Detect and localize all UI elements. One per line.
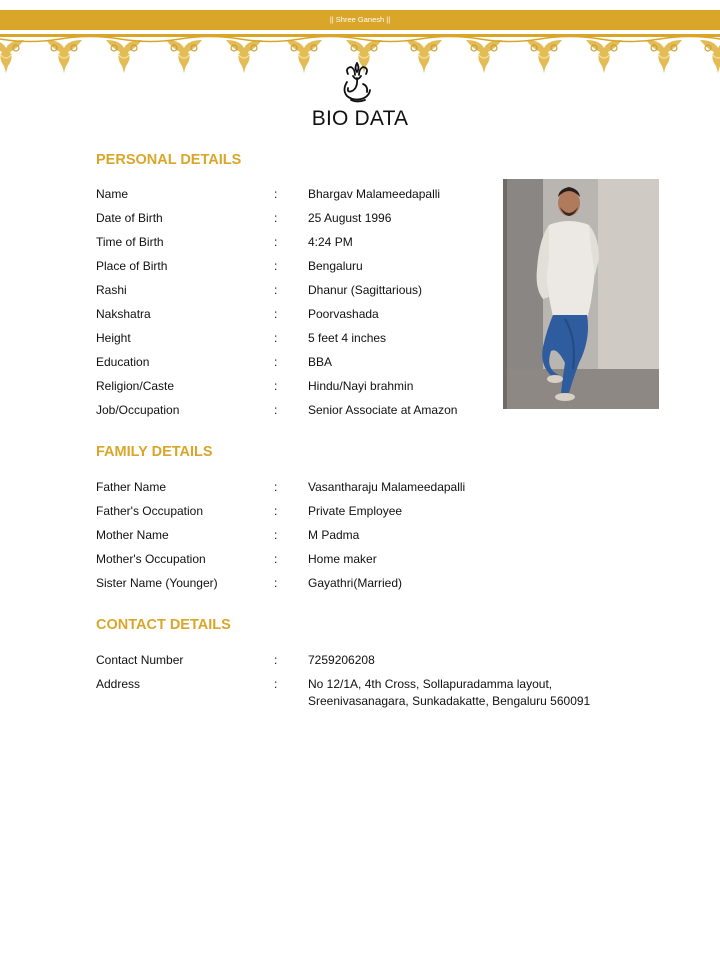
detail-value: 7259206208 [308, 653, 375, 667]
detail-value: Dhanur (Sagittarious) [308, 283, 423, 297]
page-title: BIO DATA [311, 107, 409, 130]
detail-separator: : [274, 379, 278, 393]
detail-separator: : [274, 355, 278, 369]
detail-value: Poorvashada [308, 307, 379, 321]
detail-value: Hindu/Nayi brahmin [308, 379, 414, 393]
detail-label: Religion/Caste [96, 379, 175, 393]
detail-label: Rashi [96, 283, 127, 297]
profile-photo [503, 179, 659, 409]
header-band [0, 10, 720, 30]
section-title-family: FAMILY DETAILS [96, 444, 213, 460]
detail-value: Bengaluru [308, 259, 363, 273]
detail-value: Senior Associate at Amazon [308, 403, 458, 417]
detail-value: Private Employee [308, 504, 403, 518]
detail-label: Father's Occupation [96, 504, 204, 518]
detail-separator: : [274, 283, 278, 297]
detail-value: 5 feet 4 inches [308, 331, 387, 345]
detail-separator: : [274, 480, 278, 494]
detail-separator: : [274, 677, 278, 691]
detail-separator: : [274, 504, 278, 518]
detail-label: Name [96, 187, 129, 201]
detail-label: Time of Birth [96, 235, 164, 249]
detail-separator: : [274, 235, 278, 249]
detail-label: Sister Name (Younger) [96, 576, 218, 590]
detail-label: Date of Birth [96, 211, 163, 225]
section-title-personal: PERSONAL DETAILS [96, 152, 242, 168]
detail-label: Father Name [96, 480, 167, 494]
detail-value: 4:24 PM [308, 235, 353, 249]
detail-separator: : [274, 187, 278, 201]
detail-separator: : [274, 259, 278, 273]
address-line-2: Sreenivasanagara, Sunkadakatte, Bengaluru 560091 [308, 694, 591, 708]
detail-value: Home maker [308, 552, 377, 566]
detail-label: Mother's Occupation [96, 552, 206, 566]
detail-separator: : [274, 552, 278, 566]
detail-separator: : [274, 653, 278, 667]
detail-value: Gayathri(Married) [308, 576, 403, 590]
header-band-text: || Shree Ganesh || [329, 15, 391, 24]
detail-label: Height [96, 331, 131, 345]
address-line-1: No 12/1A, 4th Cross, Sollapuradamma layout, [308, 677, 553, 691]
detail-separator: : [274, 331, 278, 345]
detail-value: 25 August 1996 [308, 211, 392, 225]
ganesh-icon [337, 60, 377, 104]
detail-value: BBA [308, 355, 333, 369]
detail-label: Contact Number [96, 653, 184, 667]
detail-value: Bhargav Malameedapalli [308, 187, 441, 201]
detail-separator: : [274, 403, 278, 417]
detail-separator: : [274, 528, 278, 542]
detail-label: Nakshatra [96, 307, 151, 321]
detail-separator: : [274, 307, 278, 321]
detail-label: Address [96, 677, 141, 691]
detail-value: Vasantharaju Malameedapalli [308, 480, 466, 494]
section-title-contact: CONTACT DETAILS [96, 617, 231, 633]
detail-value: M Padma [308, 528, 360, 542]
detail-separator: : [274, 211, 278, 225]
detail-label: Education [96, 355, 150, 369]
detail-label: Place of Birth [96, 259, 168, 273]
detail-label: Mother Name [96, 528, 169, 542]
detail-label: Job/Occupation [96, 403, 180, 417]
detail-separator: : [274, 576, 278, 590]
